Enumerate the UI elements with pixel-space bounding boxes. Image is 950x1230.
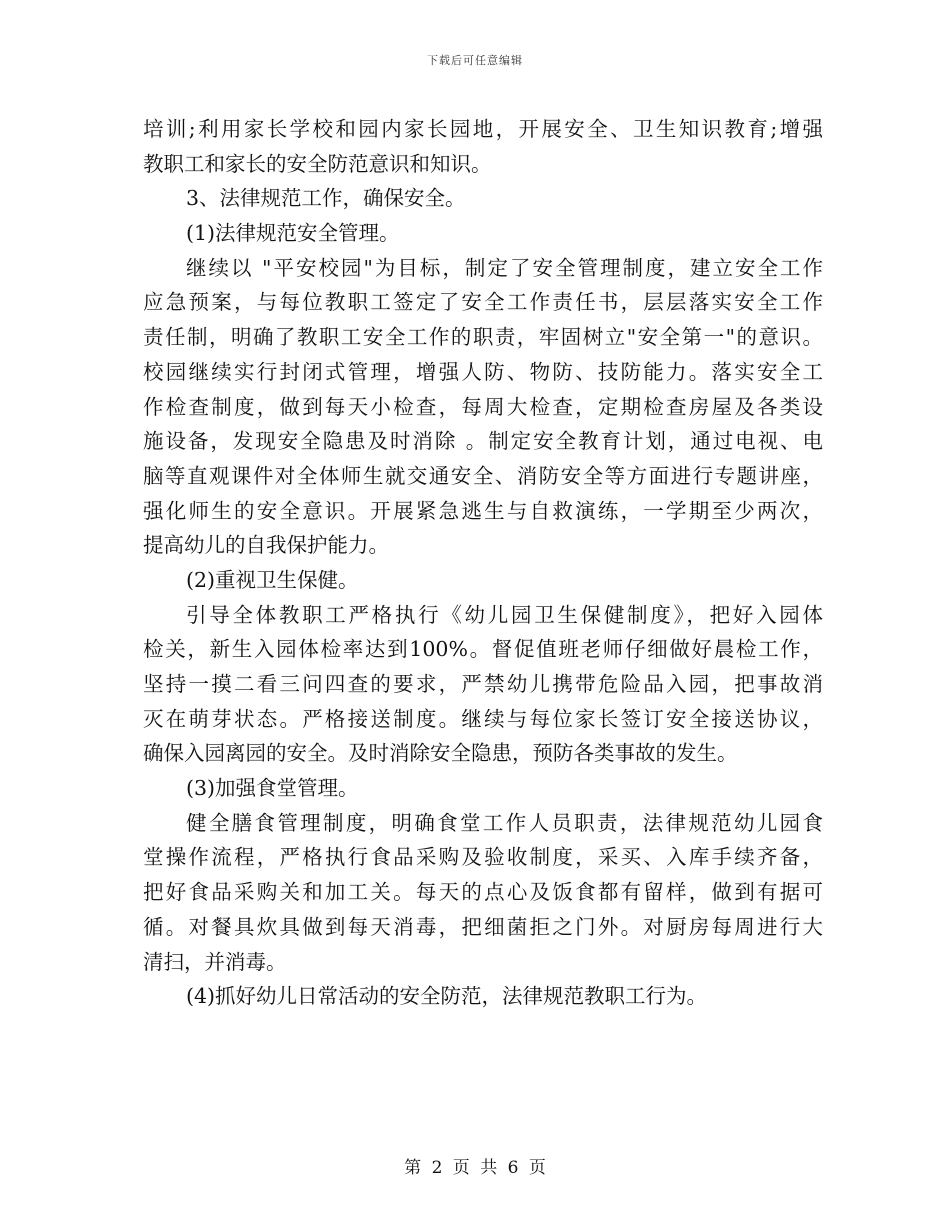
text-line: 确保入园离园的安全。及时消除安全隐患，预防各类事故的发生。 <box>143 741 738 766</box>
text-line: 堂操作流程，严格执行食品采购及验收制度，采买、入库手续齐备， <box>143 845 823 870</box>
text-line: 引导全体教职工严格执行《幼儿园卫生保健制度》，把好入园体 <box>186 602 823 627</box>
subsection-heading: (4)抓好幼儿日常活动的安全防范，法律规范教职工行为。 <box>186 984 708 1009</box>
subsection-heading: (1)法律规范安全管理。 <box>186 221 400 246</box>
text-line: 教职工和家长的安全防范意识和知识。 <box>143 151 492 176</box>
text-line: 应急预案，与每位教职工签定了安全工作责任书，层层落实安全工作 <box>143 290 823 315</box>
text-line: 把好食品采购关和加工关。每天的点心及饭食都有留样，做到有据可 <box>143 880 823 905</box>
subsection-heading: (2)重视卫生保健。 <box>186 567 359 592</box>
text-line: 坚持一摸二看三问四查的要求，严禁幼儿携带危险品入园，把事故消 <box>143 672 823 696</box>
subsection-heading: (3)加强食堂管理。 <box>186 776 359 801</box>
text-line: 继续以 "平安校园"为目标，制定了安全管理制度，建立安全工作 <box>186 255 823 280</box>
page-number-footer: 第 2 页 共 6 页 <box>404 1158 546 1178</box>
text-line: 清扫，并消毒。 <box>143 949 287 974</box>
text-line: 作检查制度，做到每天小检查，每周大检查，定期检查房屋及各类设 <box>143 394 823 419</box>
text-line: 灭在萌芽状态。严格接送制度。继续与每位家长签订安全接送协议， <box>143 706 823 731</box>
text-line: 脑等直观课件对全体师生就交通安全、消防安全等方面进行专题讲座， <box>143 463 823 488</box>
text-line: 校园继续实行封闭式管理，增强人防、物防、技防能力。落实安全工 <box>143 359 823 384</box>
text-line: 健全膳食管理制度，明确食堂工作人员职责，法律规范幼儿园食 <box>186 810 823 835</box>
text-line: 循。对餐具炊具做到每天消毒，把细菌拒之门外。对厨房每周进行大 <box>143 914 823 939</box>
text-line: 责任制，明确了教职工安全工作的职责，牢固树立"安全第一"的意识。 <box>143 325 823 350</box>
text-line: 检关，新生入园体检率达到100%。督促值班老师仔细做好晨检工作， <box>143 637 823 662</box>
text-line: 提高幼儿的自我保护能力。 <box>143 533 389 558</box>
page-header: 下载后可任意编辑 <box>427 54 523 67</box>
document-body <box>143 112 823 1014</box>
text-line: 强化师生的安全意识。开展紧急逃生与自救演练，一学期至少两次， <box>143 498 823 523</box>
text-line: 施设备，发现安全隐患及时消除 。制定安全教育计划，通过电视、电 <box>143 429 823 454</box>
section-heading: 3、法律规范工作，确保安全。 <box>186 186 466 211</box>
text-line: 培训;利用家长学校和园内家长园地，开展安全、卫生知识教育;增强 <box>143 117 823 141</box>
